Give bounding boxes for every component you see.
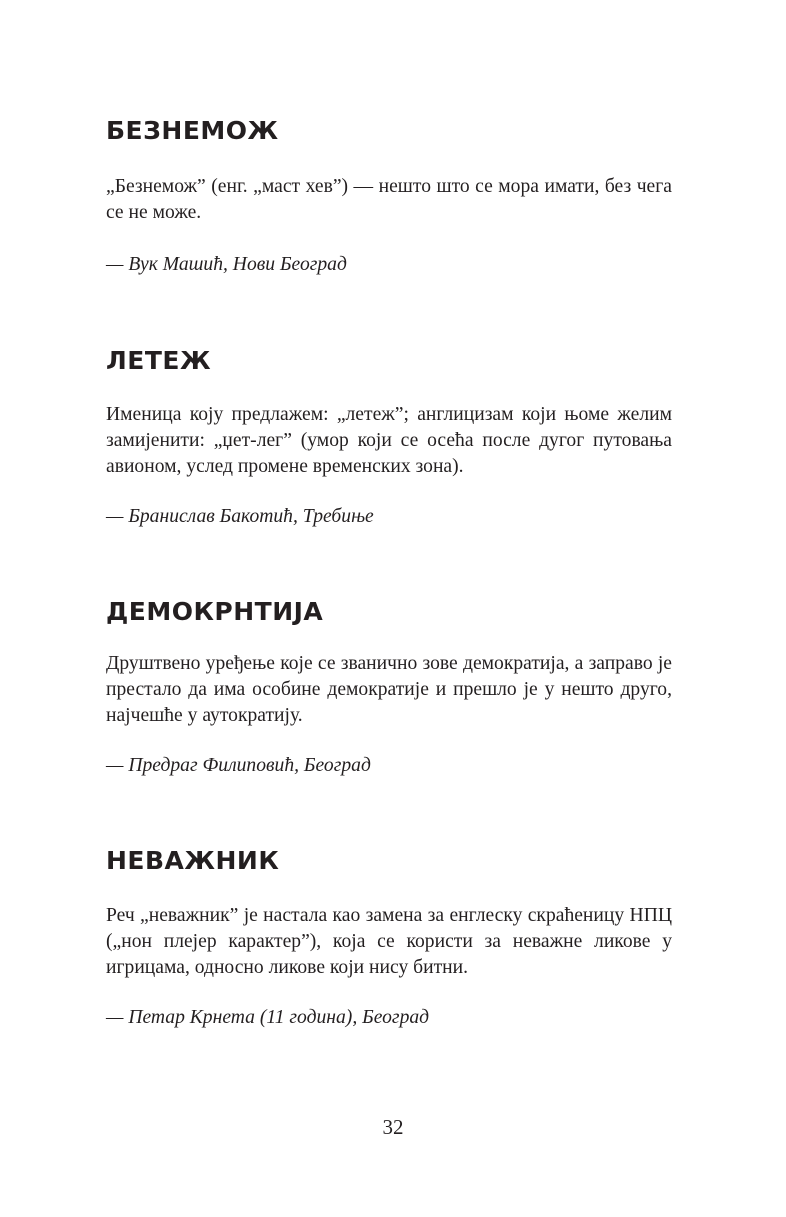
entry-definition: Друштвено уређење које се званично зове демократија, а заправо је престало да има особине демократије и прешло је у нешто друго, најчешће у аутократију. [106, 653, 672, 726]
dictionary-entry [106, 596, 672, 779]
dictionary-entry [106, 345, 672, 530]
entry-heading: ДЕМОКРНТИЈА [106, 597, 324, 626]
entry-heading: БЕЗНЕМОЖ [106, 116, 279, 145]
entry-definition: Именица коју предлажем: „летеж”; англицизам који њоме желим замијенити: „џет-лег” (умор који се осећа после дугог путовања авионом, услед промене временских зона). [106, 404, 672, 477]
dictionary-entry [106, 115, 672, 278]
entry-attribution: — Предраг Филиповић, Београд [106, 755, 371, 776]
page-number: 32 [382, 1115, 404, 1139]
entry-attribution: — Петар Крнета (11 година), Београд [106, 1007, 430, 1028]
entry-attribution: — Вук Машић, Нови Београд [106, 254, 347, 275]
dictionary-entry [106, 845, 672, 1031]
entry-definition: „Безнемож” (енг. „маст хев”) — нешто што се мора имати, без чега се не може. [106, 176, 672, 223]
entry-heading: НЕВАЖНИК [106, 846, 280, 875]
entry-attribution: — Бранислав Бакотић, Требиње [106, 506, 374, 527]
entry-heading: ЛЕТЕЖ [106, 346, 212, 375]
entry-definition: Реч „неважник” је настала као замена за енглеску скраћеницу НПЦ („нон плејер карактер”), која се користи за неважне ликове у игрицама, односно ликове који нису битни. [106, 905, 672, 978]
